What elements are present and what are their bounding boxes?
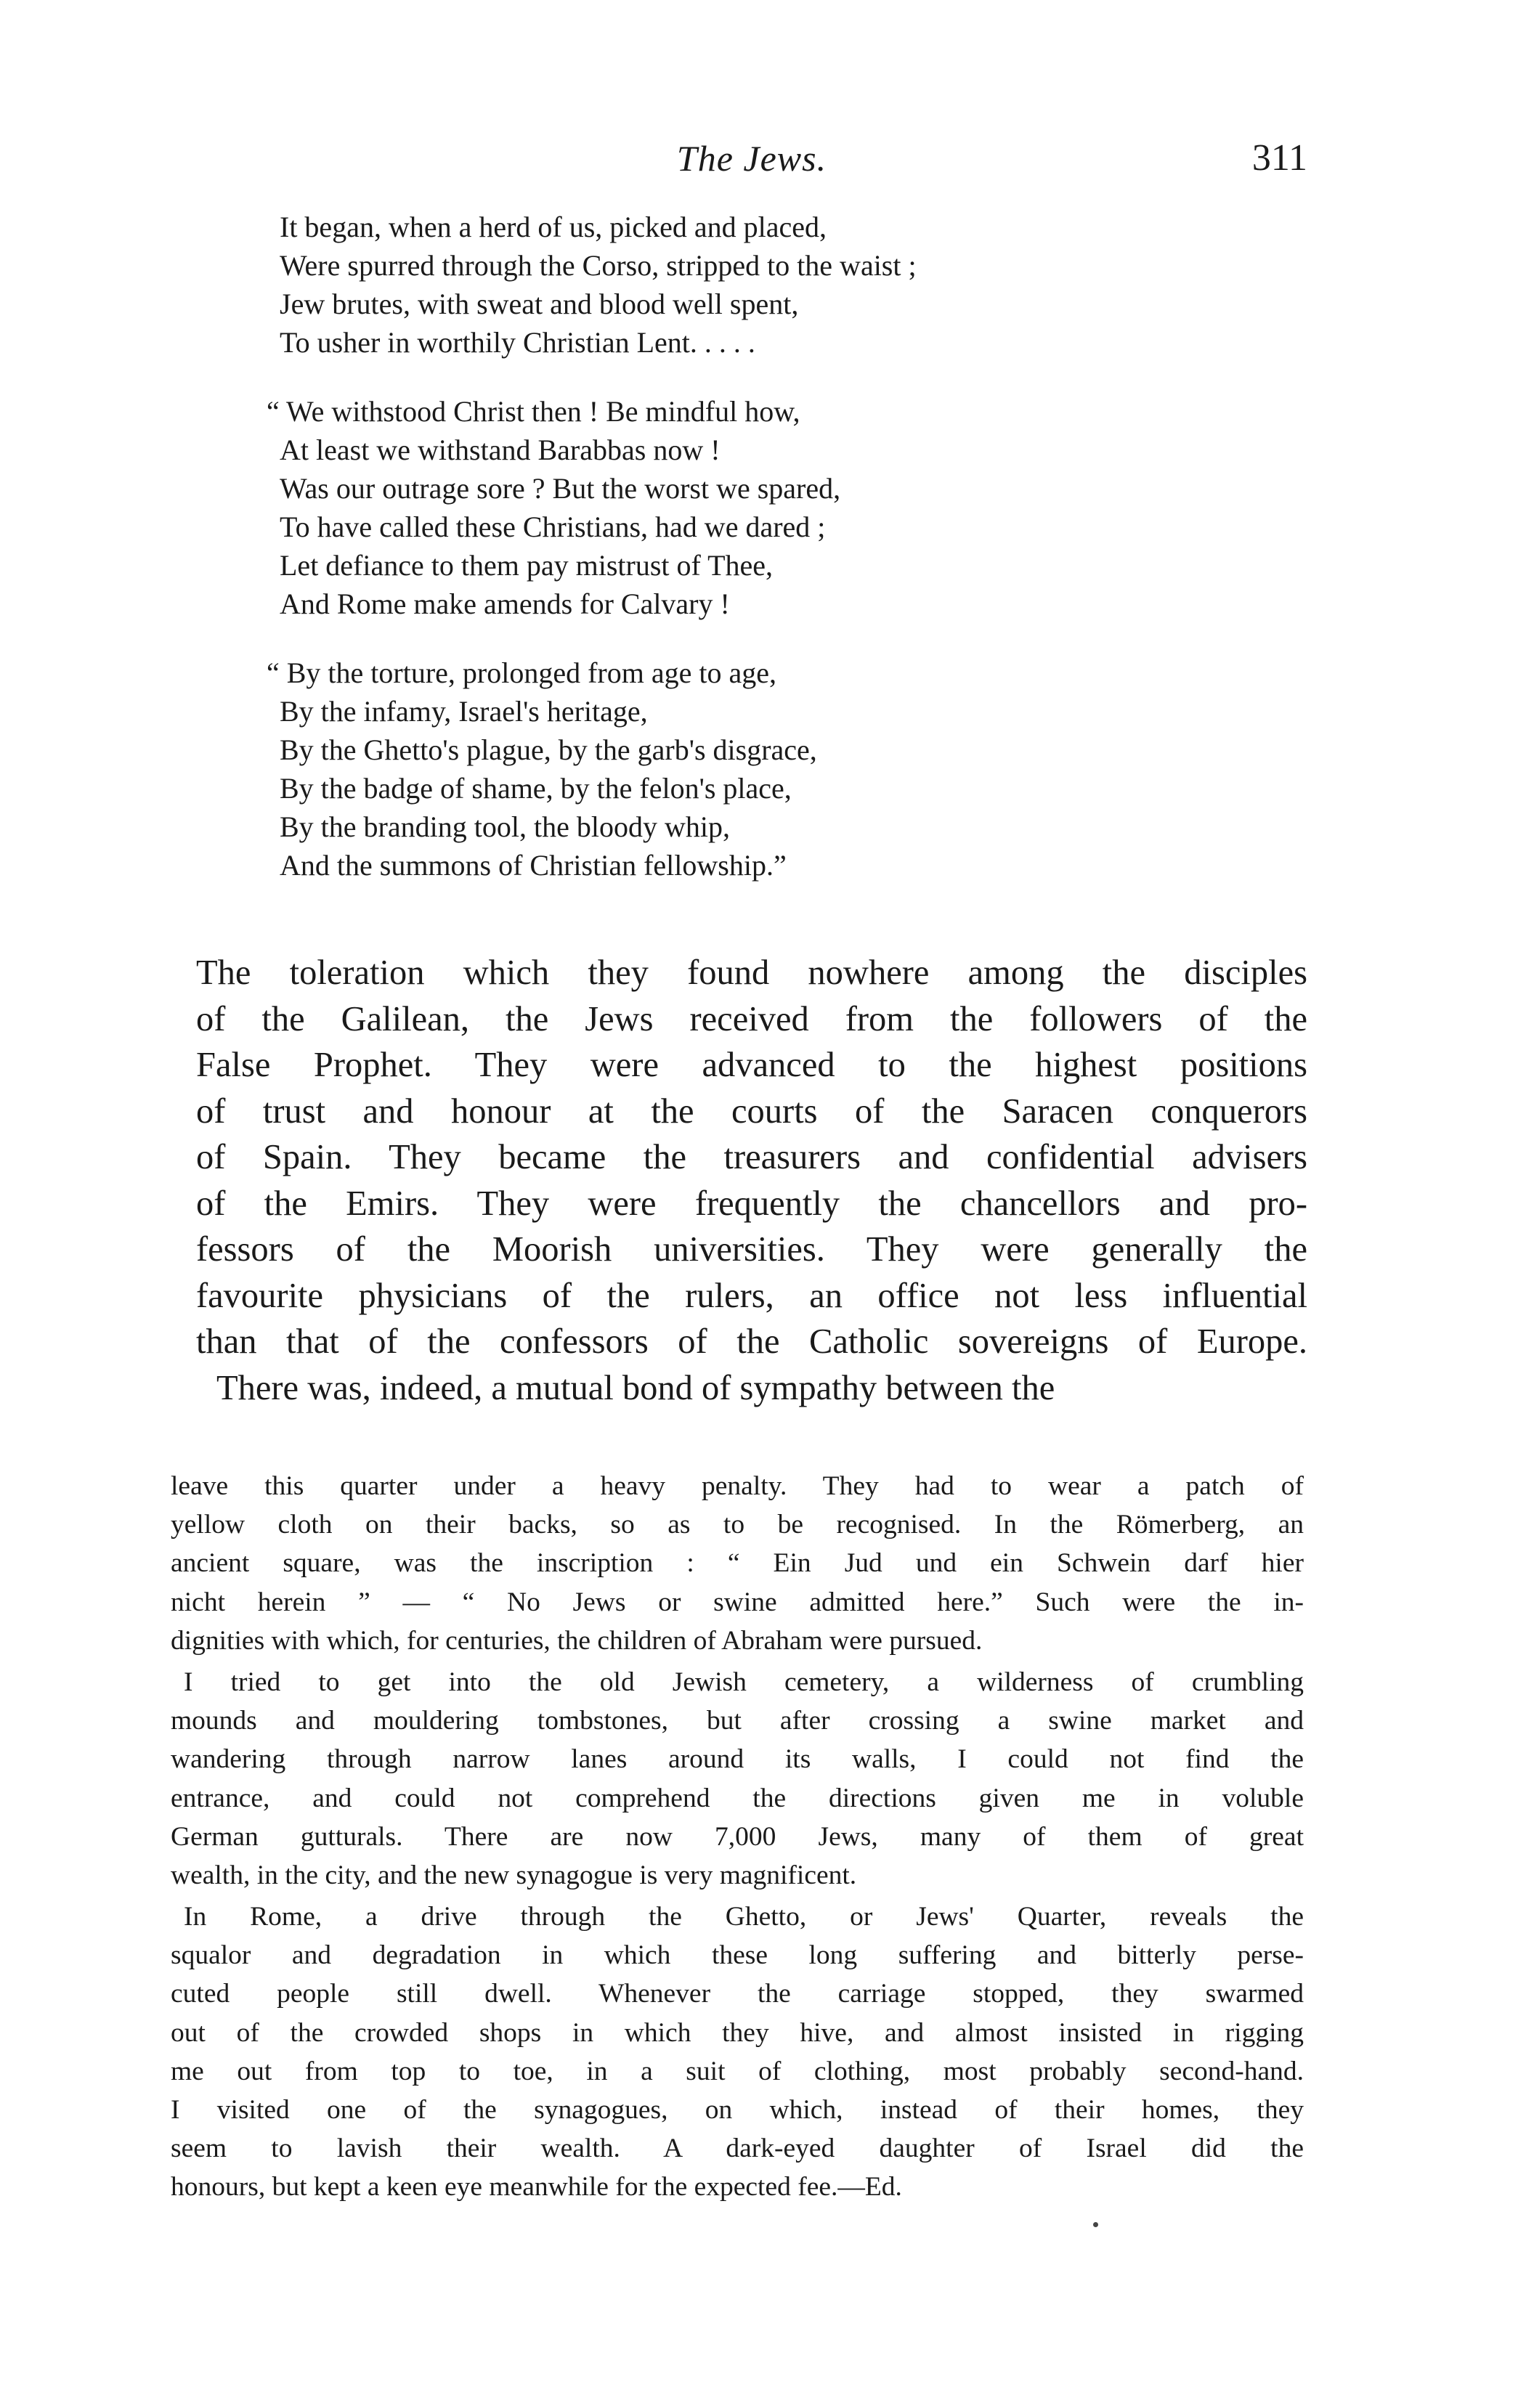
footnote-line: German gutturals. There are now 7,000 Jews, many of them of great	[171, 1821, 1304, 1852]
verse-line: And the summons of Christian fellowship.”	[280, 849, 787, 882]
main-paragraph	[196, 950, 1307, 1411]
footnote-line: me out from top to toe, in a suit of clothing, most probably second-hand.	[171, 2056, 1304, 2086]
footnote-line: mounds and mouldering tombstones, but after crossing a swine market and	[171, 1706, 1304, 1736]
footnote-line: nicht herein ” — “ No Jews or swine admitted here.” Such were the in-	[171, 1587, 1304, 1617]
body-line: of trust and honour at the courts of the Saracen conquerors	[196, 1091, 1307, 1131]
body-line: of the Emirs. They were frequently the chancellors and pro-	[196, 1184, 1307, 1223]
footnote-paragraph-2	[171, 1663, 1304, 1895]
verse-line: It began, when a herd of us, picked and placed,	[280, 211, 827, 243]
footnote-line: wealth, in the city, and the new synagogue is very magnificent.	[171, 1860, 857, 1890]
body-line: than that of the confessors of the Catholic sovereigns of Europe.	[196, 1322, 1307, 1361]
verse-line: “ We withstood Christ then ! Be mindful how,	[267, 395, 800, 428]
verse-line: Let defiance to them pay mistrust of Thee,	[280, 549, 774, 582]
poem-stanza-2	[267, 392, 1282, 623]
verse-line: By the Ghetto's plague, by the garb's disgrace,	[280, 733, 817, 766]
poem-stanza-3	[267, 654, 1282, 884]
footnote-line: entrance, and could not comprehend the directions given me in voluble	[171, 1783, 1304, 1813]
footnote-line: I tried to get into the old Jewish cemetery, a wilderness of crumbling	[184, 1667, 1304, 1697]
footnote-line: squalor and degradation in which these long suffering and bitterly perse-	[171, 1940, 1304, 1971]
verse-line: Were spurred through the Corso, stripped to the waist ;	[280, 249, 917, 282]
verse-line: To have called these Christians, had we dared ;	[280, 511, 826, 543]
editor-footnote	[171, 1467, 1304, 2210]
verse-line: By the infamy, Israel's heritage,	[280, 695, 648, 728]
body-line: favourite physicians of the rulers, an office not less influential	[196, 1276, 1307, 1315]
footnote-paragraph-1	[171, 1467, 1304, 1660]
body-line: of Spain. They became the treasurers and confidential advisers	[196, 1138, 1307, 1176]
verse-line: At least we withstand Barabbas now !	[280, 434, 721, 466]
body-line: of the Galilean, the Jews received from the followers of the	[196, 999, 1307, 1038]
footnote-line: wandering through narrow lanes around its walls, I could not find the	[171, 1744, 1304, 1775]
verse-line: To usher in worthily Christian Lent. . . . .	[280, 326, 755, 359]
footnote-line: leave this quarter under a heavy penalty. They had to wear a patch of	[171, 1471, 1304, 1501]
footnote-line: seem to lavish their wealth. A dark-eyed daughter of Israel did the	[171, 2134, 1304, 2164]
body-line: There was, indeed, a mutual bond of sympathy between the	[216, 1368, 1055, 1407]
verse-line: And Rome make amends for Calvary !	[280, 587, 730, 620]
verse-line: “ By the torture, prolonged from age to age,	[267, 656, 776, 689]
footnote-line: ancient square, was the inscription : “ Ein Jud und ein Schwein darf hier	[171, 1548, 1304, 1579]
footnote-line: out of the crowded shops in which they hive, and almost insisted in rigging	[171, 2017, 1304, 2048]
print-speck	[1093, 2222, 1098, 2227]
footnote-line: cuted people still dwell. Whenever the carriage stopped, they swarmed	[171, 1979, 1304, 2009]
body-line: False Prophet. They were advanced to the highest positions	[196, 1046, 1307, 1084]
footnote-line: In Rome, a drive through the Ghetto, or Jews' Quarter, reveals the	[184, 1902, 1304, 1932]
verse-line: By the branding tool, the bloody whip,	[280, 810, 730, 843]
page-number: 311	[1251, 137, 1307, 179]
verse-line: Was our outrage sore ? But the worst we spared,	[280, 472, 841, 505]
footnote-line: honours, but kept a keen eye meanwhile for the expected fee.—Ed.	[171, 2172, 902, 2202]
footnote-line: dignities with which, for centuries, the children of Abraham were pursued.	[171, 1625, 983, 1656]
body-line: fessors of the Moorish universities. They were generally the	[196, 1230, 1307, 1269]
poem-stanza-1	[280, 208, 1282, 362]
footnote-line: I visited one of the synagogues, on which, instead of their homes, they	[171, 2095, 1304, 2125]
body-line: The toleration which they found nowhere among the disciples	[196, 953, 1307, 992]
footnote-line: yellow cloth on their backs, so as to be recognised. In the Römerberg, an	[171, 1510, 1304, 1540]
page-header	[196, 129, 1307, 187]
verse-line: Jew brutes, with sweat and blood well spent,	[280, 288, 799, 320]
verse-line: By the badge of shame, by the felon's place,	[280, 772, 792, 805]
running-head: The Jews.	[676, 138, 827, 179]
footnote-paragraph-3	[171, 1897, 1304, 2207]
